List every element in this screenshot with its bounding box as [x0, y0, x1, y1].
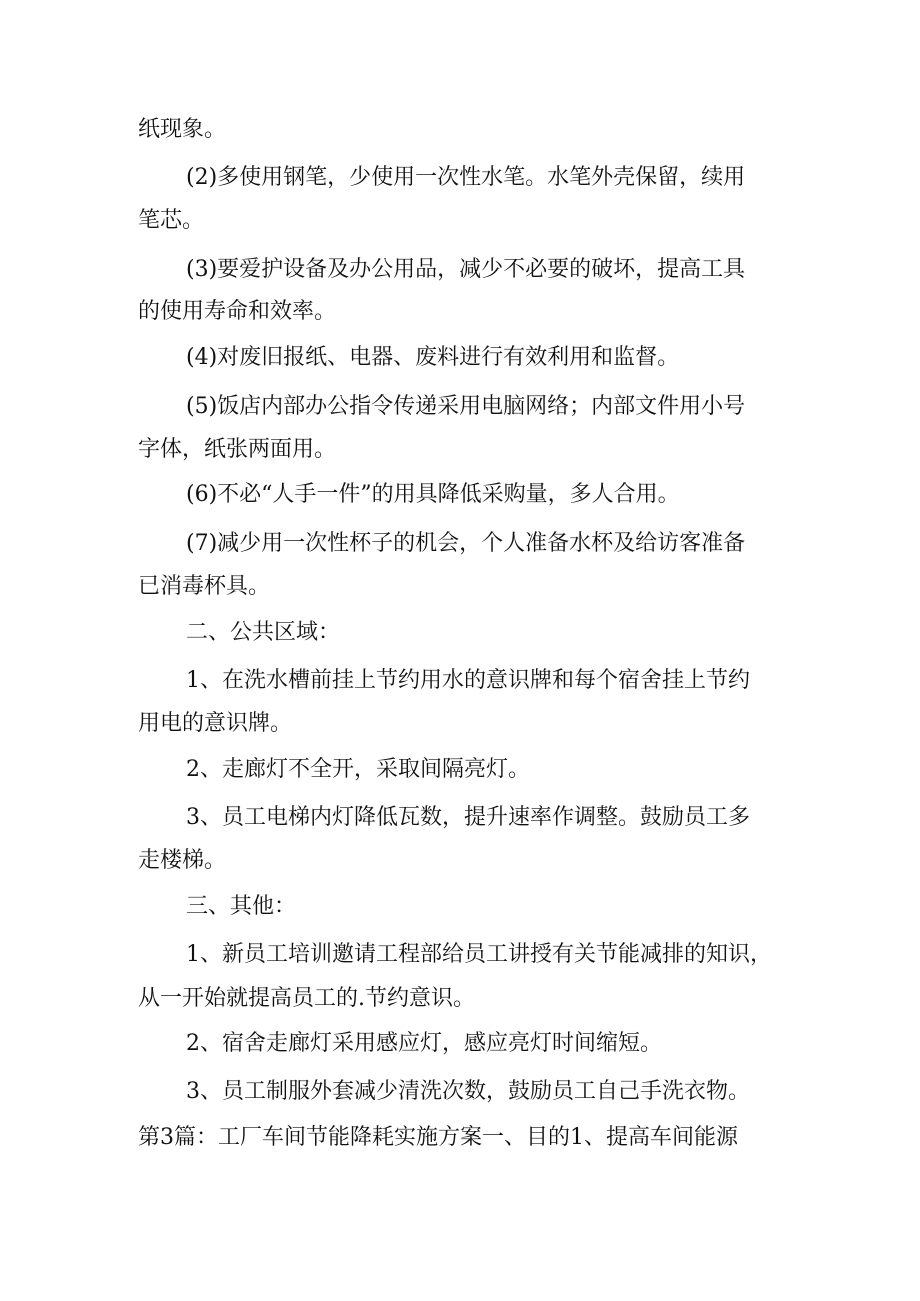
- paragraph-line: 1、在洗水槽前挂上节约用水的意识牌和每个宿舍挂上节约: [186, 668, 750, 693]
- paragraph-line: (4)对废旧报纸、电器、废料进行有效利用和监督。: [186, 345, 680, 370]
- paragraph-line: 从一开始就提高员工的.节约意识。: [138, 986, 475, 1011]
- paragraph-line: (5)饭店内部办公指令传递采用电脑网络；内部文件用小号: [186, 394, 746, 419]
- paragraph-line: 3、员工制服外套减少清洗次数，鼓励员工自己手洗衣物。: [186, 1079, 750, 1104]
- paragraph-line: 的使用寿命和效率。: [138, 299, 337, 324]
- paragraph-line: (6)不必“人手一件”的用具降低采购量，多人合用。: [186, 482, 680, 507]
- paragraph-line: (3)要爱护设备及办公用品，减少不必要的破坏，提高工具: [186, 257, 746, 282]
- paragraph-line: 已消毒杯具。: [138, 574, 271, 599]
- paragraph-line: (2)多使用钢笔，少使用一次性水笔。水笔外壳保留，续用: [186, 165, 746, 190]
- paragraph-line: 1、新员工培训邀请工程部给员工讲授有关节能减排的知识，: [186, 942, 772, 967]
- paragraph-line: 用电的意识牌。: [138, 711, 293, 736]
- paragraph-line: 3、员工电梯内灯降低瓦数，提升速率作调整。鼓励员工多: [186, 805, 750, 830]
- section-heading: 二、公共区域：: [186, 620, 341, 645]
- paragraph-line: 纸现象。: [138, 117, 227, 142]
- paragraph-line: (7)减少用一次性杯子的机会，个人准备水杯及给访客准备: [186, 531, 746, 556]
- paragraph-line: 字体，纸张两面用。: [138, 437, 337, 462]
- paragraph-line: 2、宿舍走廊灯采用感应灯，感应亮灯时间缩短。: [186, 1031, 662, 1056]
- paragraph-line: 笔芯。: [138, 208, 205, 233]
- paragraph-line: 2、走廊灯不全开，采取间隔亮灯。: [186, 757, 530, 782]
- paragraph-line: 走楼梯。: [138, 848, 227, 873]
- paragraph-line: 第3篇：工厂车间节能降耗实施方案一、目的1、提高车间能源: [138, 1125, 738, 1150]
- section-heading: 三、其他：: [186, 894, 297, 919]
